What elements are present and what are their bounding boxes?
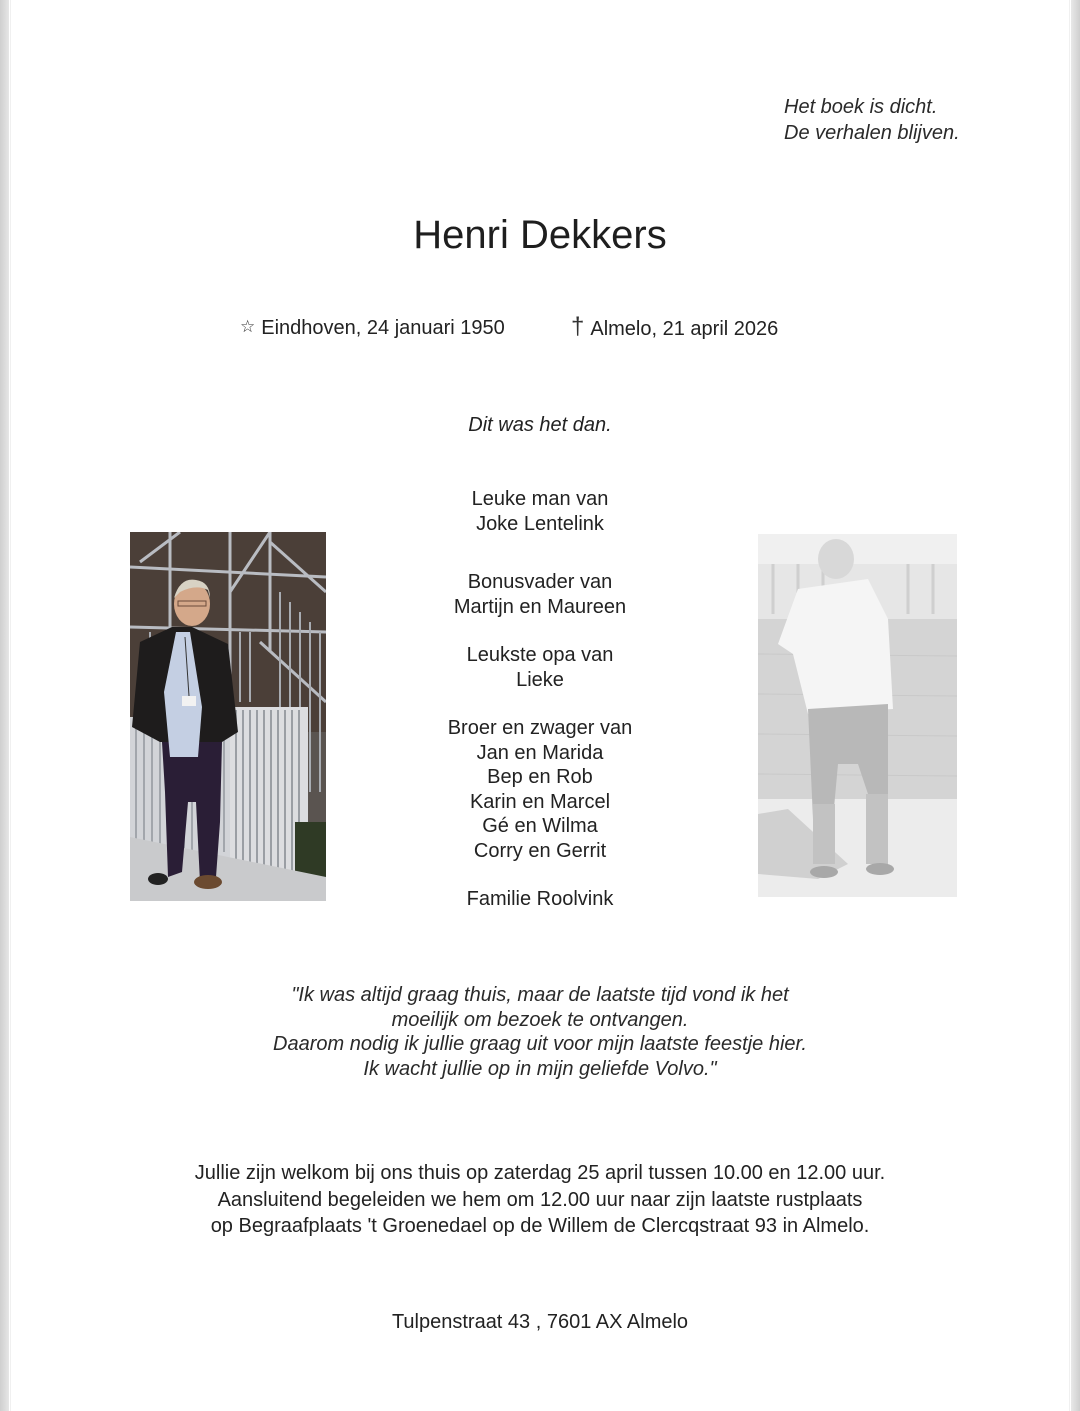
ceremony-info (0, 1160, 1080, 1240)
death-info (571, 314, 778, 343)
relation-partner (340, 487, 740, 536)
motto-line: Het boek is dicht. (784, 96, 938, 118)
quote-line: Ik wacht jullie op in mijn geliefde Volvo." (363, 1057, 717, 1080)
quote-line: "Ik was altijd graag thuis, maar de laatste tijd vond ik het (291, 984, 789, 1006)
death-text: Almelo, 21 april 2026 (590, 318, 779, 340)
relation-heading: Leuke man van (471, 488, 609, 510)
relation-heading: Broer en zwager van (447, 717, 633, 739)
quote (0, 983, 1080, 1081)
relation-name: Joke Lentelink (476, 512, 604, 535)
birth-info (240, 314, 505, 343)
relation-bonus-father (340, 570, 740, 619)
quote-line: Daarom nodig ik jullie graag uit voor mijn laatste feestje hier. (273, 1033, 807, 1055)
home-address: Tulpenstraat 43 , 7601 AX Almelo (391, 1311, 689, 1333)
relation-grandfather (340, 643, 740, 692)
subtitle: Dit was het dan. (468, 414, 612, 436)
birth-text: Eindhoven, 24 januari 1950 (261, 317, 505, 339)
relation-name: Lieke (516, 668, 564, 691)
ceremony-line: Jullie zijn welkom bij ons thuis op zaterdag 25 april tussen 10.00 en 12.00 uur. (194, 1162, 886, 1184)
deceased-name: Henri Dekkers (413, 213, 667, 257)
relation-name: Corry en Gerrit (473, 839, 607, 862)
relation-siblings (340, 716, 740, 863)
ceremony-line: op Begraafplaats 't Groenedael op de Willem de Clercqstraat 93 in Almelo. (210, 1215, 870, 1237)
quote-line: moeilijk om bezoek te ontvangen. (391, 1008, 689, 1031)
relation-name: Bep en Rob (487, 766, 593, 788)
relation-heading: Bonusvader van (467, 571, 613, 593)
motto (784, 94, 960, 146)
photo-right (758, 534, 957, 897)
photo-left (130, 532, 326, 901)
relation-name: Gé en Wilma (482, 815, 598, 837)
star-icon: ☆ (240, 317, 256, 336)
ceremony-line: Aansluitend begeleiden we hem om 12.00 uur naar zijn laatste rustplaats (217, 1188, 863, 1211)
relation-name: Karin en Marcel (469, 790, 611, 813)
relation-heading: Familie Roolvink (466, 888, 614, 910)
relation-heading: Leukste opa van (466, 644, 614, 666)
cross-icon: † (571, 313, 585, 340)
motto-line: De verhalen blijven. (784, 122, 960, 144)
relation-name: Jan en Marida (476, 741, 604, 764)
relation-family (340, 887, 740, 912)
relation-name: Martijn en Maureen (453, 595, 627, 618)
